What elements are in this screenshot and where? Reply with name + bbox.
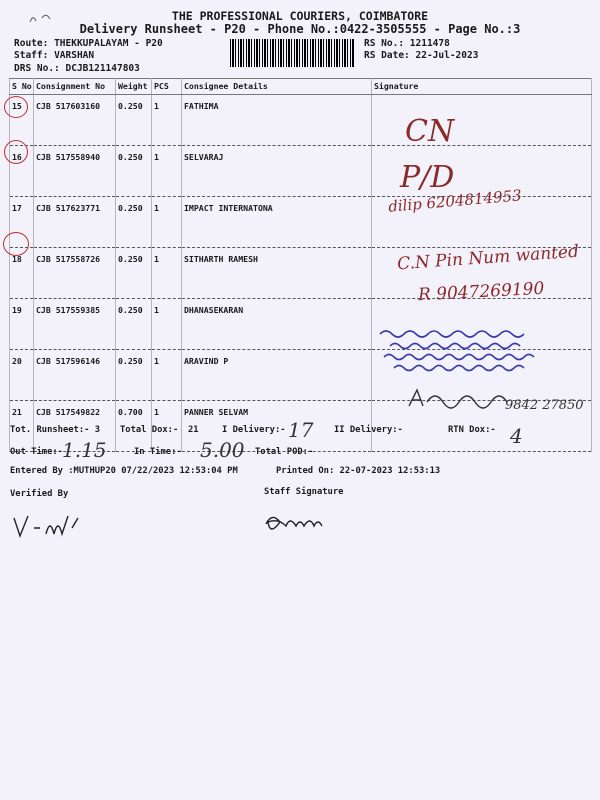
col-consignment: Consignment No bbox=[34, 79, 116, 95]
cell-consignee: DHANASEKARAN bbox=[182, 299, 372, 350]
staff-value: VARSHAN bbox=[54, 50, 95, 61]
cell-weight: 0.250 bbox=[116, 197, 152, 248]
cell-weight: 0.700 bbox=[116, 401, 152, 452]
staff-signature-label: Staff Signature bbox=[264, 487, 344, 497]
rubber-stamp bbox=[372, 326, 572, 378]
col-pcs: PCS bbox=[152, 79, 182, 95]
cell-consignee: SELVARAJ bbox=[182, 146, 372, 197]
rs-date-line: RS Date: 22-Jul-2023 bbox=[364, 50, 479, 61]
cell-consignee: PANNER SELVAM bbox=[182, 401, 372, 452]
col-signature: Signature bbox=[372, 79, 592, 95]
total-pod-label: Total POD:- bbox=[255, 447, 314, 457]
col-consignee: Consignee Details bbox=[182, 79, 372, 95]
verified-signature bbox=[12, 512, 102, 542]
cell-weight: 0.250 bbox=[116, 95, 152, 146]
col-weight: Weight bbox=[116, 79, 152, 95]
handwritten-phone: R 9047269190 bbox=[417, 278, 545, 306]
cell-consignment: CJB 517559385 bbox=[34, 299, 116, 350]
cell-pcs: 1 bbox=[152, 350, 182, 401]
cell-pcs: 1 bbox=[152, 197, 182, 248]
cell-consignee: FATHIMA bbox=[182, 95, 372, 146]
route-line: Route: THEKKUPALAYAM - P20 bbox=[14, 38, 163, 49]
rtn-dox-label: RTN Dox:- bbox=[448, 425, 496, 435]
cell-weight: 0.250 bbox=[116, 248, 152, 299]
runsheet-title: Delivery Runsheet - P20 - Phone No.:0422-3505555 - Page No.:3 bbox=[79, 22, 521, 36]
cell-consignment: CJB 517558726 bbox=[34, 248, 116, 299]
route-value: THEKKUPALAYAM - P20 bbox=[54, 38, 163, 49]
cell-sno: 16 bbox=[10, 146, 34, 197]
cell-consignment: CJB 517596146 bbox=[34, 350, 116, 401]
in-time-label: In Time:- bbox=[134, 447, 182, 457]
cell-consignment: CJB 517549822 bbox=[34, 401, 116, 452]
cell-pcs: 1 bbox=[152, 401, 182, 452]
cell-sno: 19 bbox=[10, 299, 34, 350]
rs-no-value: 1211478 bbox=[409, 38, 450, 49]
cell-sno: 15 bbox=[10, 95, 34, 146]
cell-consignee: ARAVIND P bbox=[182, 350, 372, 401]
cell-consignee: IMPACT INTERNATONA bbox=[182, 197, 372, 248]
total-dox-label: Total Dox:- bbox=[120, 425, 179, 435]
cell-sno: 21 bbox=[10, 401, 34, 452]
handwritten-row21-number: 9842 27850 bbox=[505, 398, 584, 413]
drs-line: DRS No.: DCJB121147803 bbox=[14, 63, 140, 74]
circle-mark-16 bbox=[4, 140, 28, 164]
total-dox-value: 21 bbox=[188, 425, 199, 435]
company-title: THE PROFESSIONAL COURIERS, COIMBATORE bbox=[171, 9, 429, 23]
cell-weight: 0.250 bbox=[116, 350, 152, 401]
rs-date-value: 22-Jul-2023 bbox=[415, 50, 479, 61]
tot-runsheet: Tot. Runsheet:- 3 bbox=[10, 425, 101, 435]
staff-signature bbox=[262, 510, 352, 538]
col-sno: S No bbox=[10, 79, 34, 95]
rtn-dox-value: 4 bbox=[510, 424, 523, 448]
handwritten-cn-pin: C.N Pin Num wanted bbox=[396, 241, 580, 275]
entered-by: Entered By :MUTHUP20 07/22/2023 12:53:04 PM bbox=[10, 466, 238, 476]
cell-pcs: 1 bbox=[152, 299, 182, 350]
cell-weight: 0.250 bbox=[116, 299, 152, 350]
cell-pcs: 1 bbox=[152, 248, 182, 299]
i-delivery-label: I Delivery:- bbox=[222, 425, 286, 435]
handwritten-dilip: dilip 6204814953 bbox=[387, 186, 523, 216]
handwritten-cn: CN bbox=[405, 114, 455, 149]
circle-mark-18 bbox=[3, 232, 29, 256]
circle-mark-15 bbox=[4, 96, 28, 118]
table-header-row bbox=[10, 79, 592, 95]
rs-no-line: RS No.: 1211478 bbox=[364, 38, 450, 49]
cell-sno: 18 bbox=[10, 248, 34, 299]
staff-line: Staff: VARSHAN bbox=[14, 50, 95, 61]
cell-consignment: CJB 517623771 bbox=[34, 197, 116, 248]
cell-consignment: CJB 517603160 bbox=[34, 95, 116, 146]
cell-sno: 17 bbox=[10, 197, 34, 248]
table-row bbox=[10, 95, 592, 146]
drs-value: DCJB121147803 bbox=[65, 63, 140, 74]
out-time-label: Out Time:- bbox=[10, 447, 63, 457]
printed-on: Printed On: 22-07-2023 12:53:13 bbox=[276, 466, 441, 476]
cell-pcs: 1 bbox=[152, 146, 182, 197]
cell-weight: 0.250 bbox=[116, 146, 152, 197]
verified-by-label: Verified By bbox=[10, 489, 69, 499]
barcode bbox=[230, 39, 355, 67]
in-time-value: 5.00 bbox=[200, 438, 245, 462]
handwritten-pd: P/D bbox=[400, 160, 455, 195]
cell-consignee: SITHARTH RAMESH bbox=[182, 248, 372, 299]
cell-sno: 20 bbox=[10, 350, 34, 401]
ii-delivery-label: II Delivery:- bbox=[334, 425, 403, 435]
cell-consignment: CJB 517558940 bbox=[34, 146, 116, 197]
out-time-value: 1.15 bbox=[62, 438, 107, 462]
i-delivery-value: 17 bbox=[288, 418, 314, 442]
cell-pcs: 1 bbox=[152, 95, 182, 146]
